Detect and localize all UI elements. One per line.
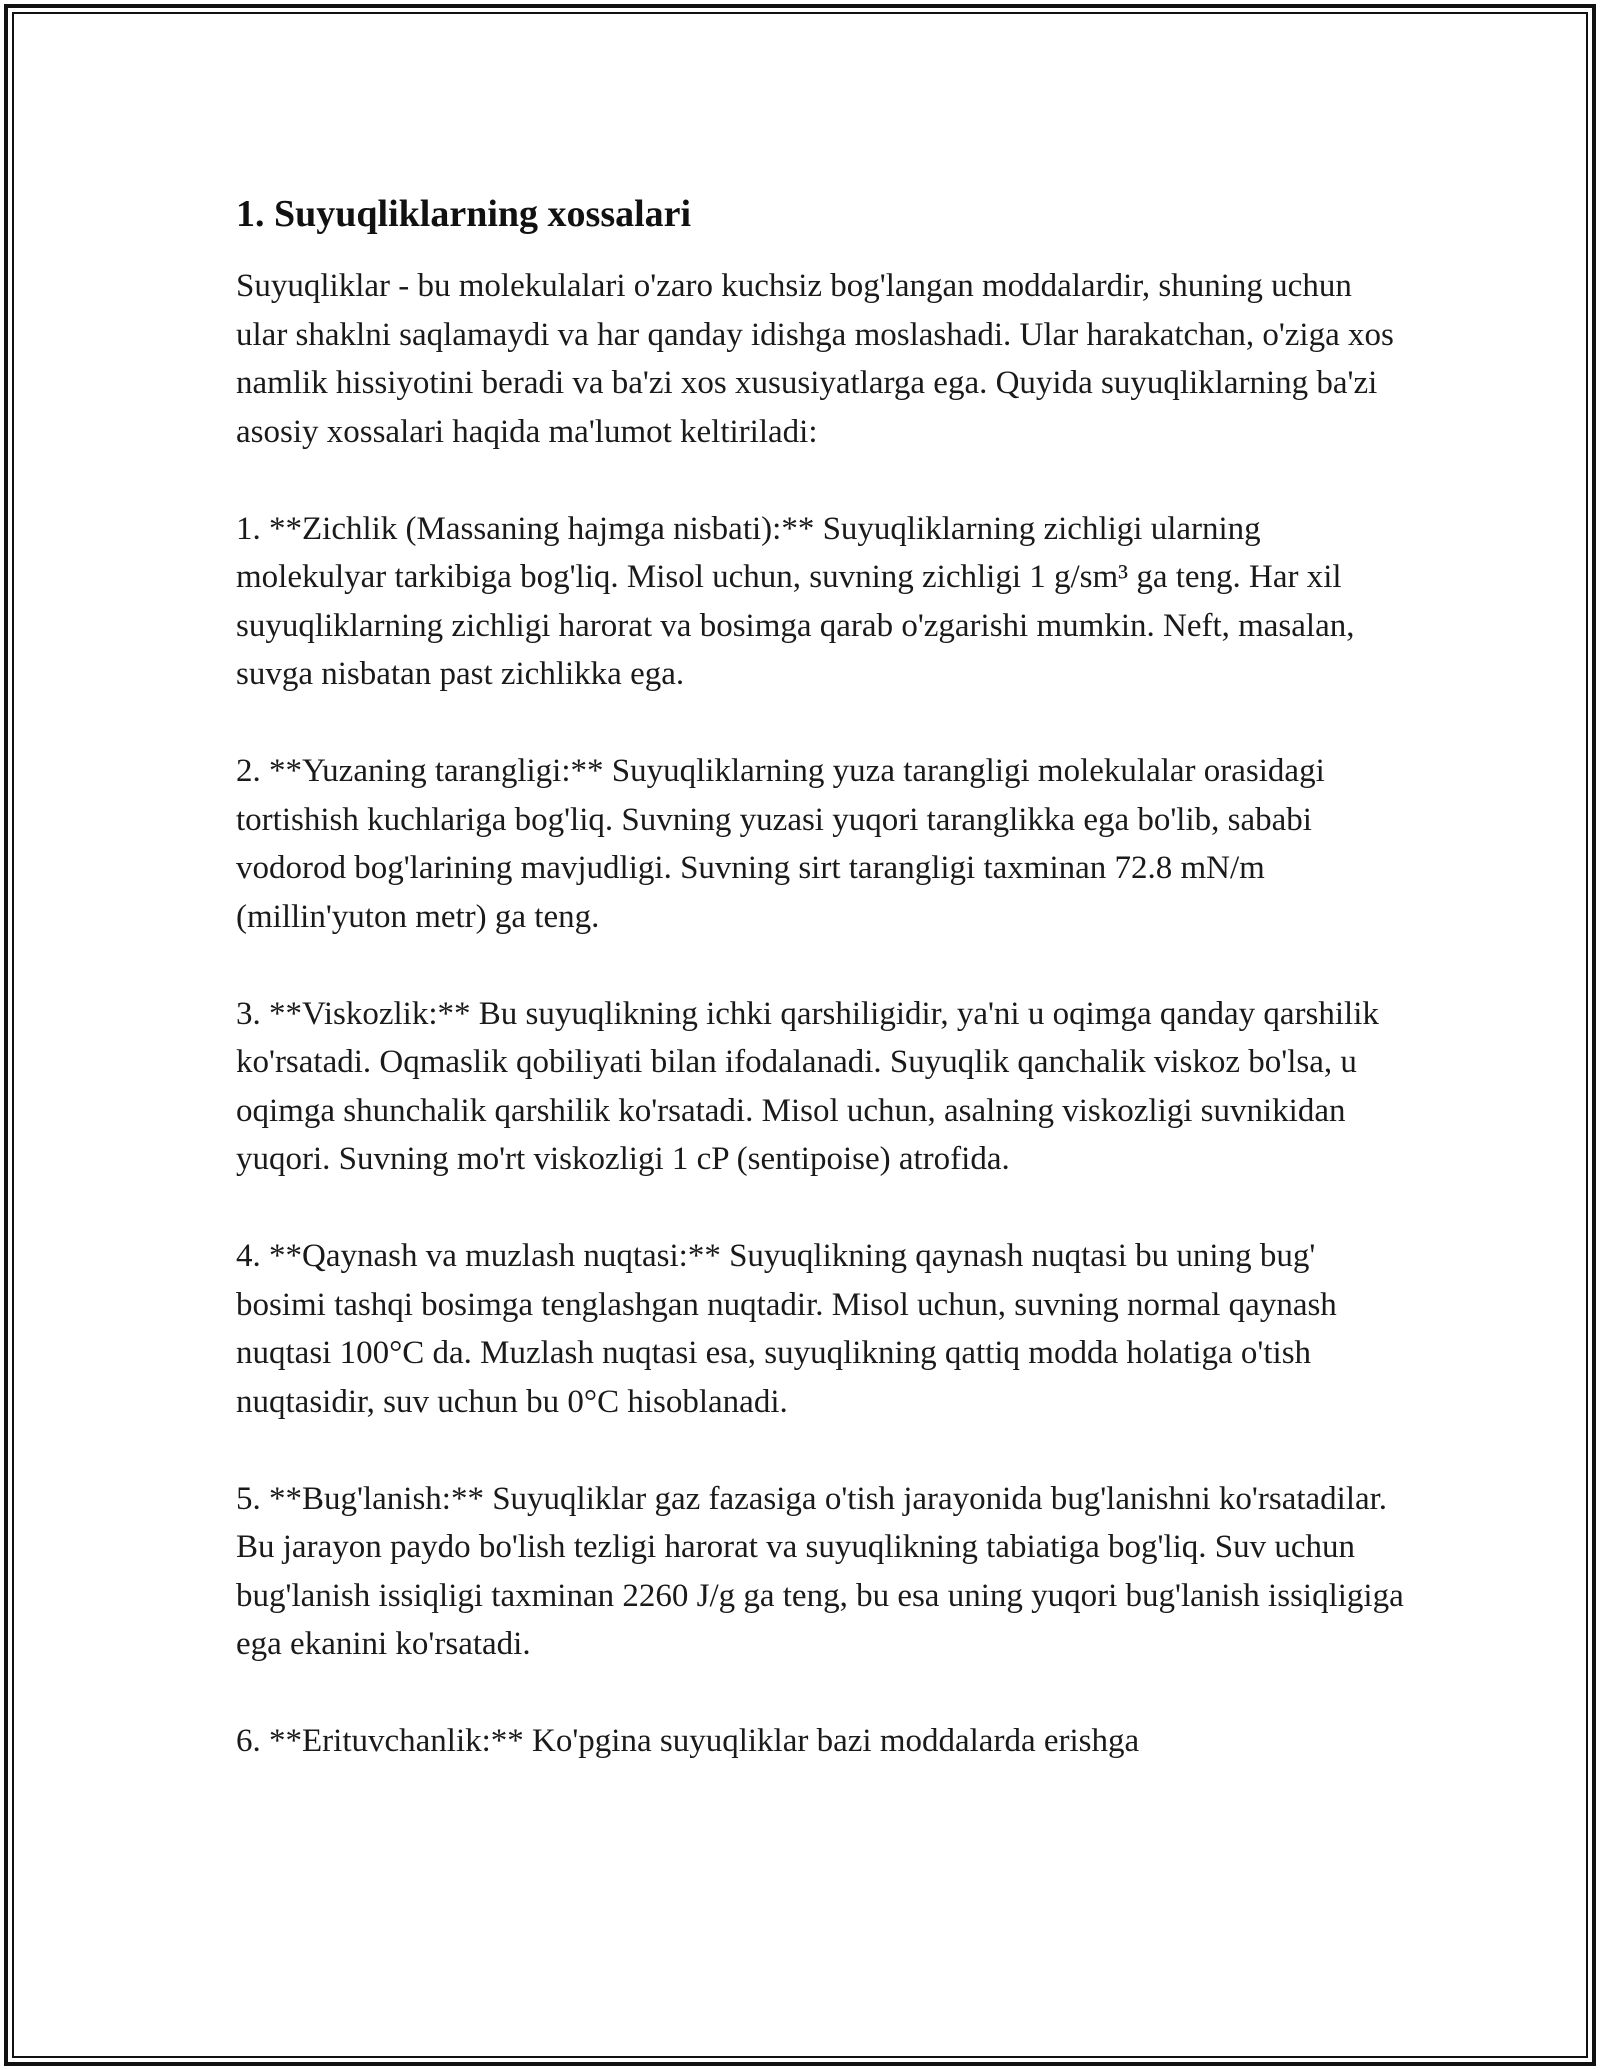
list-item-evaporation: 5. **Bug'lanish:** Suyuqliklar gaz fazasiga o'tish jarayonida bug'lanishni ko'rsatadilar. Bu jarayon paydo bo'lish tezligi harorat va suyuqlikning tabiatiga bog'liq. Suv uchun bug'lanish issiqligi taxminan 2260 J/g ga teng, bu esa uning yuqori bug'lanish issiqligiga ega ekanini ko'rsatadi. [236, 1480, 1404, 1662]
intro-paragraph: Suyuqliklar - bu molekulalari o'zaro kuchsiz bog'langan moddalardir, shuning uchun ular shaklni saqlamaydi va har qanday idishga moslashadi. Ular harakatchan, o'ziga xos namlik hissiyotini beradi va ba'zi xos xususiyatlarga ega. Quyida suyuqliklarning ba'zi asosiy xossalari haqida ma'lumot keltiriladi: [236, 268, 1394, 450]
document-body [236, 186, 1406, 1766]
list-item-viscosity: 3. **Viskozlik:** Bu suyuqlikning ichki qarshiligidir, ya'ni u oqimga qanday qarshilik ko'rsatadi. Oqmaslik qobiliyati bilan ifodalanadi. Suyuqlik qanchalik viskoz bo'lsa, u oqimga shunchalik qarshilik ko'rsatadi. Misol uchun, asalning viskozligi suvnikidan yuqori. Suvning mo'rt viskozligi 1 cP (sentipoise) atrofida. [236, 995, 1379, 1177]
list-item-solubility: 6. **Erituvchanlik:** Ko'pgina suyuqliklar bazi moddalarda erishga [236, 1723, 1140, 1759]
list-item-density: 1. **Zichlik (Massaning hajmga nisbati):** Suyuqliklarning zichligi ularning molekulyar tarkibiga bog'liq. Misol uchun, suvning zichligi 1 g/sm³ ga teng. Har xil suyuqliklarning zichligi harorat va bosimga qarab o'zgarishi mumkin. Neft, masalan, suvga nisbatan past zichlikka ega. [236, 510, 1355, 692]
section-title: 1. Suyuqliklarning xossalari [236, 193, 692, 235]
list-item-boiling-freezing-point: 4. **Qaynash va muzlash nuqtasi:** Suyuqlikning qaynash nuqtasi bu uning bug' bosimi tashqi bosimga tenglashgan nuqtadir. Misol uchun, suvning normal qaynash nuqtasi 100°C da. Muzlash nuqtasi esa, suyuqlikning qattiq modda holatiga o'tish nuqtasidir, suv uchun bu 0°C hisoblanadi. [236, 1238, 1337, 1420]
list-item-surface-tension: 2. **Yuzaning tarangligi:** Suyuqliklarning yuza tarangligi molekulalar orasidagi tortishish kuchlariga bog'liq. Suvning yuzasi yuqori taranglikka ega bo'lib, sababi vodorod bog'larining mavjudligi. Suvning sirt tarangligi taxminan 72.8 mN/m (millin'yuton metr) ga teng. [236, 753, 1325, 935]
